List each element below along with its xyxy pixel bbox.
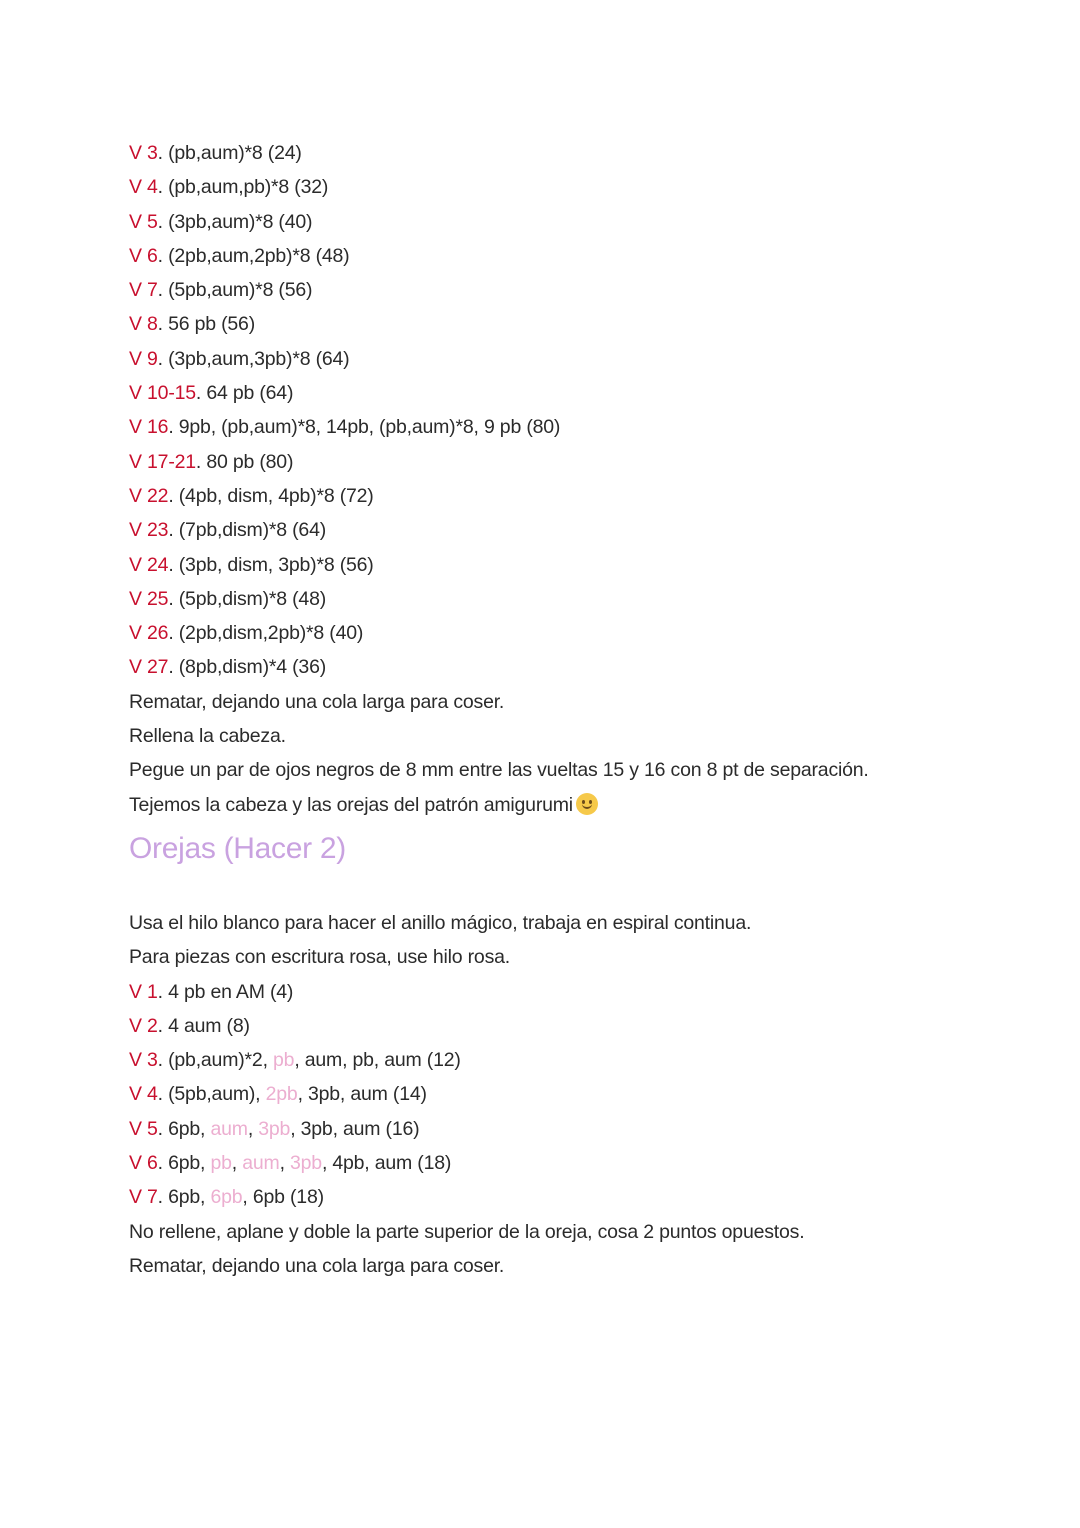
pink-yarn-segment: 3pb (258, 1117, 291, 1140)
note-line: Rematar, dejando una cola larga para coser. (129, 1254, 505, 1277)
smiley-face-icon (576, 793, 598, 815)
round-label: V 1 (129, 980, 158, 1003)
round-segment: . 6pb, (157, 1117, 211, 1140)
round-instructions: . (4pb, dism, 4pb)*8 (72) (168, 484, 374, 507)
round-line (129, 616, 1029, 650)
round-segment: . (pb,aum)*2, (157, 1049, 274, 1072)
round-label: V 3 (129, 142, 158, 164)
round-segment: , (247, 1117, 259, 1140)
round-instructions: . (7pb,dism)*8 (64) (168, 519, 327, 542)
ears-intro (129, 906, 1029, 975)
round-line (129, 1146, 1029, 1180)
round-instructions: . (2pb,dism,2pb)*8 (40) (168, 622, 364, 645)
round-line (129, 307, 1029, 341)
round-line (129, 410, 1029, 444)
round-segment: , (231, 1152, 243, 1175)
round-label: V 9 (129, 347, 158, 370)
round-segment: , 4pb, aum (18) (321, 1152, 452, 1175)
round-label: V 23 (129, 519, 169, 542)
round-label: V 4 (129, 1083, 158, 1106)
round-label: V 4 (129, 176, 158, 199)
round-instructions: . (pb,aum)*8 (24) (157, 142, 302, 164)
note-line-with-emoji (129, 788, 1029, 822)
round-line (129, 548, 1029, 582)
pink-yarn-segment: aum (210, 1117, 248, 1140)
round-line (129, 582, 1029, 616)
intro-line: Para piezas con escritura rosa, use hilo rosa. (129, 946, 510, 969)
round-label: V 6 (129, 244, 158, 267)
round-segment: . 6pb, (157, 1186, 211, 1209)
head-notes (129, 685, 1029, 822)
round-instructions: . 9pb, (pb,aum)*8, 14pb, (pb,aum)*8, 9 pb (80) (168, 416, 561, 439)
round-instructions: . (3pb, dism, 3pb)*8 (56) (168, 553, 374, 576)
round-segment: . 6pb, (157, 1152, 211, 1175)
round-line (129, 1112, 1029, 1146)
round-label: V 26 (129, 622, 169, 645)
round-label: V 16 (129, 416, 169, 439)
round-label: V 6 (129, 1152, 158, 1175)
pink-yarn-segment: 3pb (290, 1152, 322, 1175)
round-label: V 8 (129, 313, 158, 336)
round-line (129, 513, 1029, 547)
round-line (129, 136, 1029, 170)
round-line (129, 342, 1029, 376)
round-label: V 27 (129, 656, 169, 679)
round-line (129, 170, 1029, 204)
round-label: V 7 (129, 279, 158, 302)
pink-yarn-segment: aum (242, 1152, 280, 1175)
round-segment: . (5pb,aum), (157, 1083, 266, 1106)
round-label: V 10-15 (129, 382, 196, 405)
round-segment: , 3pb, aum (16) (290, 1117, 420, 1140)
round-segment: . 4 aum (8) (157, 1014, 250, 1037)
ears-notes (129, 1215, 1029, 1284)
round-segment: , 3pb, aum (14) (297, 1083, 427, 1106)
pink-yarn-segment: pb (210, 1152, 232, 1175)
round-instructions: . 64 pb (64) (195, 382, 294, 405)
round-line (129, 1009, 1029, 1043)
round-instructions: . (2pb,aum,2pb)*8 (48) (157, 244, 350, 267)
round-label: V 2 (129, 1014, 158, 1037)
ears-rounds-list (129, 975, 1029, 1215)
note-line: Rematar, dejando una cola larga para coser. (129, 690, 505, 713)
round-instructions: . (3pb,aum)*8 (40) (157, 210, 313, 233)
round-line (129, 1077, 1029, 1111)
pattern-document (129, 136, 1029, 1283)
round-segment: , 6pb (18) (242, 1186, 324, 1209)
round-line (129, 205, 1029, 239)
round-segment: , (279, 1152, 290, 1175)
round-segment: . 4 pb en AM (4) (157, 980, 294, 1003)
round-line (129, 650, 1029, 684)
pink-yarn-segment: pb (273, 1049, 295, 1072)
round-line (129, 1180, 1029, 1214)
round-instructions: . 56 pb (56) (157, 313, 255, 336)
round-line (129, 1043, 1029, 1077)
note-line: Pegue un par de ojos negros de 8 mm entre las vueltas 15 y 16 con 8 pt de separación. (129, 759, 869, 782)
round-instructions: . (8pb,dism)*4 (36) (168, 656, 327, 679)
round-line (129, 445, 1029, 479)
round-label: V 17-21 (129, 450, 196, 473)
head-rounds-list (129, 136, 1029, 685)
round-label: V 7 (129, 1186, 158, 1209)
round-line (129, 273, 1029, 307)
note-line: No rellene, aplane y doble la parte superior de la oreja, cosa 2 puntos opuestos. (129, 1220, 805, 1243)
round-instructions: . (5pb,aum)*8 (56) (157, 279, 313, 302)
round-line (129, 239, 1029, 273)
round-label: V 5 (129, 1117, 158, 1140)
intro-line: Usa el hilo blanco para hacer el anillo mágico, trabaja en espiral continua. (129, 911, 752, 934)
round-label: V 22 (129, 484, 169, 507)
round-line (129, 376, 1029, 410)
round-instructions: . (5pb,dism)*8 (48) (168, 587, 327, 610)
section-heading-ears: Orejas (Hacer 2) (129, 831, 346, 865)
pink-yarn-segment: 6pb (210, 1186, 243, 1209)
round-instructions: . 80 pb (80) (195, 450, 294, 473)
pink-yarn-segment: 2pb (265, 1083, 298, 1106)
round-instructions: . (pb,aum,pb)*8 (32) (157, 176, 329, 199)
round-segment: , aum, pb, aum (12) (294, 1049, 461, 1072)
note-line: Rellena la cabeza. (129, 725, 286, 748)
round-line (129, 975, 1029, 1009)
round-instructions: . (3pb,aum,3pb)*8 (64) (157, 347, 350, 370)
round-label: V 5 (129, 210, 158, 233)
round-label: V 25 (129, 587, 169, 610)
round-line (129, 479, 1029, 513)
round-label: V 3 (129, 1049, 158, 1072)
note-text: Tejemos la cabeza y las orejas del patrón amigurumi (129, 793, 573, 816)
round-label: V 24 (129, 553, 169, 576)
